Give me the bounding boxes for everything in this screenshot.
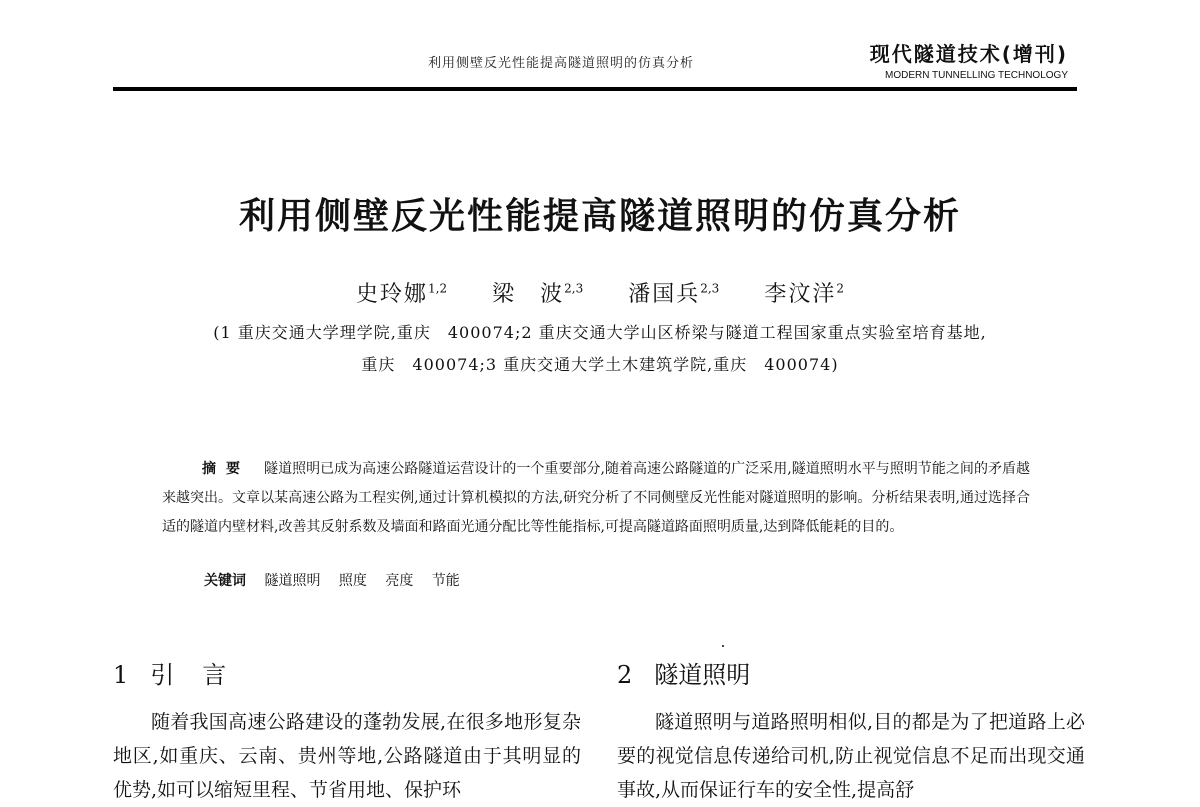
- author: [764, 282, 844, 307]
- affiliation-line-2: 重庆 400074;3 重庆交通大学土木建筑学院,重庆 400074): [361, 355, 839, 374]
- author-affiliation-mark: 2,3: [564, 281, 584, 296]
- section-heading-tunnel-lighting: [617, 655, 750, 690]
- body-paragraph: 随着我国高速公路建设的蓬勃发展,在很多地形复杂地区,如重庆、云南、贵州等地,公路隧道由于其明显的优势,如可以缩短里程、节省用地、保护环: [113, 711, 581, 801]
- author-affiliation-mark: 2,3: [700, 281, 720, 296]
- scan-speck: [722, 645, 724, 647]
- header-rule: [113, 87, 1077, 91]
- affiliation-line-1: (1 重庆交通大学理学院,重庆 400074;2 重庆交通大学山区桥梁与隧道工程国家重点实验室培育基地,: [213, 323, 987, 342]
- section-heading-introduction: [113, 655, 254, 690]
- right-column: [617, 705, 1085, 807]
- keywords-label: 关键词: [204, 573, 246, 589]
- author-name: 潘国兵: [628, 282, 701, 307]
- section-title: 引言: [150, 661, 255, 689]
- journal-masthead: [870, 38, 1068, 81]
- author-name: 梁 波: [492, 282, 565, 307]
- keyword: 照度: [338, 573, 367, 589]
- section-title: 隧道照明: [654, 661, 751, 689]
- left-column: [113, 705, 581, 807]
- keyword: 亮度: [385, 573, 414, 589]
- abstract-text: 隧道照明已成为高速公路隧道运营设计的一个重要部分,随着高速公路隧道的广泛采用,隧道照明水平与照明节能之间的矛盾越来越突出。文章以某高速公路为工程实例,通过计算机模拟的方法,研究分析了不同侧壁反光性能对隧道照明的影响。分析结果表明,通过选择合适的隧道内壁材料,改善其反射系数及墙面和路面光通分配比等性能指标,可提高隧道路面照明质量,达到降低能耗的目的。: [162, 461, 1030, 535]
- author-list: [0, 277, 1200, 308]
- journal-name-en: MODERN TUNNELLING TECHNOLOGY: [885, 70, 1068, 81]
- journal-name-cn: 现代隧道技术(增刊): [869, 42, 1068, 66]
- abstract-label: 摘要: [202, 461, 251, 477]
- keyword: 节能: [431, 573, 460, 589]
- author-name: 李汶洋: [764, 282, 837, 307]
- section-number: 1: [113, 661, 129, 689]
- running-title: 利用侧壁反光性能提高隧道照明的仿真分析: [428, 56, 695, 71]
- author-name: 史玲娜: [356, 282, 429, 307]
- abstract: [162, 455, 1030, 542]
- author: [356, 282, 447, 307]
- author: [628, 282, 719, 307]
- keyword: 隧道照明: [264, 573, 321, 589]
- keywords: [204, 570, 474, 590]
- paper-title: 利用侧壁反光性能提高隧道照明的仿真分析: [238, 196, 961, 237]
- author-affiliation-mark: 2: [836, 281, 844, 296]
- section-number: 2: [617, 661, 633, 689]
- author-affiliation-mark: 1,2: [428, 281, 448, 296]
- body-paragraph: 隧道照明与道路照明相似,目的都是为了把道路上必要的视觉信息传递给司机,防止视觉信息不足而出现交通事故,从而保证行车的安全性,提高舒: [617, 711, 1085, 801]
- author: [492, 282, 583, 307]
